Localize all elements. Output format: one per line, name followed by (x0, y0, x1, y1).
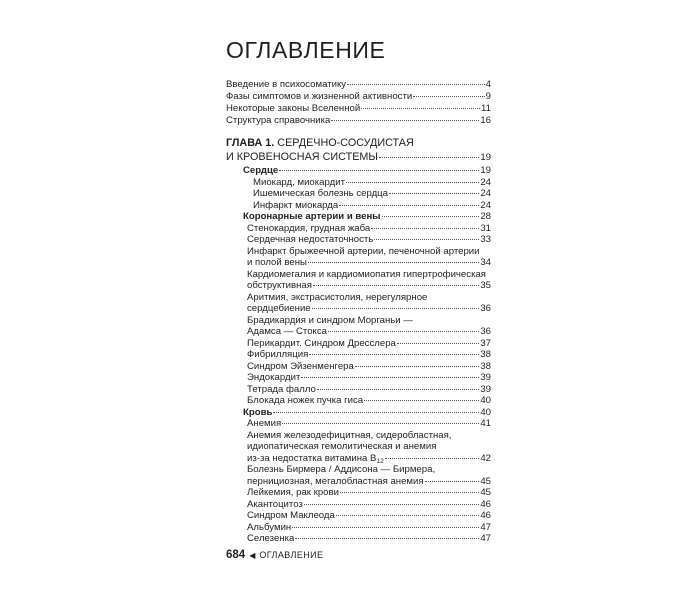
toc-entry[interactable] (226, 150, 491, 164)
toc-entry[interactable] (247, 292, 491, 304)
running-footer-title: ОГЛАВЛЕНИЕ (259, 550, 324, 560)
dot-leader (389, 193, 479, 194)
dot-leader (308, 262, 479, 263)
dot-leader (379, 157, 479, 158)
entry-label: пернициозная, мегалобластная анемия (247, 475, 424, 487)
entry-label: Анемия железодефицитная, сидеробластная, (247, 429, 452, 441)
toc-entry[interactable] (247, 315, 491, 327)
entry-page: 24 (480, 199, 491, 211)
entry-label: Аритмия, экстрасистолия, нерегулярное (247, 291, 428, 303)
entry-label (247, 453, 384, 465)
toc-entry[interactable] (247, 430, 491, 442)
toc-entry[interactable] (247, 326, 491, 338)
entry-page: 31 (480, 222, 491, 234)
entry-label: Адамса — Стокса (247, 326, 327, 337)
entry-page: 39 (480, 372, 491, 383)
subscript: 12 (376, 457, 384, 464)
dot-leader (413, 96, 484, 97)
toc-entry[interactable] (247, 499, 491, 511)
entry-page: 34 (480, 257, 491, 268)
dot-leader (282, 423, 479, 424)
chapter-title: СЕРДЕЧНО-СОСУДИСТАЯ (274, 137, 414, 149)
toc-entry[interactable] (247, 303, 491, 315)
toc-entry[interactable] (247, 372, 491, 384)
dot-leader (364, 400, 479, 401)
entry-page: 40 (480, 406, 491, 418)
toc-entry[interactable] (247, 487, 491, 499)
entry-page: 19 (480, 152, 491, 163)
toc-entry[interactable] (247, 418, 491, 430)
toc-entry[interactable] (247, 223, 491, 235)
entry-label: Брадикардия и синдром Морганьи — (247, 314, 413, 326)
chapter-title-line2: И КРОВЕНОСНАЯ СИСТЕМЫ (226, 151, 378, 163)
dot-leader (336, 515, 479, 516)
section-label: Кровь (243, 406, 273, 418)
table-of-contents (226, 0, 491, 600)
entry-page: 47 (480, 533, 491, 544)
toc-entry[interactable] (247, 510, 491, 522)
dot-leader (295, 538, 479, 539)
entry-page: 24 (480, 188, 491, 199)
chapter-heading[interactable] (226, 136, 491, 150)
entry-page: 45 (480, 487, 491, 498)
entry-label: идиопатическая гемолитическая и анемия (247, 441, 437, 452)
entry-page: 42 (480, 452, 491, 464)
entry-label: Селезенка (247, 533, 295, 544)
dot-leader (304, 504, 479, 505)
dot-leader (313, 285, 479, 286)
entry-page: 35 (480, 280, 491, 291)
entry-label: Миокард, миокардит (253, 176, 345, 188)
toc-entry[interactable] (226, 79, 491, 91)
toc-entry[interactable] (247, 453, 491, 465)
toc-section[interactable] (243, 211, 491, 223)
toc-entry[interactable] (253, 177, 491, 189)
entry-page: 40 (480, 395, 491, 406)
toc-entry[interactable] (247, 384, 491, 396)
entry-label: Инфаркт миокарда (253, 199, 339, 211)
entry-page: 41 (480, 418, 491, 429)
toc-entry[interactable] (247, 349, 491, 361)
toc-entry[interactable] (247, 257, 491, 269)
chapter-number: ГЛАВА 1. (226, 137, 275, 149)
entry-label: Стенокардия, грудная жаба (247, 222, 371, 234)
toc-entry[interactable] (253, 188, 491, 200)
dot-leader (292, 527, 479, 528)
entry-label: Блокада ножек пучка гиса (247, 395, 364, 406)
entry-page: 36 (480, 303, 491, 314)
toc-entry[interactable] (247, 246, 491, 258)
toc-entry[interactable] (226, 103, 491, 115)
entry-label: Болезнь Бирмера / Аддисона — Бирмера, (247, 464, 436, 475)
dot-leader (425, 481, 480, 482)
entry-label: Некоторые законы Вселенной (226, 103, 361, 114)
entry-page: 39 (480, 383, 491, 395)
dot-leader (279, 170, 479, 171)
toc-entry[interactable] (247, 338, 491, 350)
dot-leader (347, 84, 485, 85)
entry-label: Акантоцитоз (247, 498, 303, 510)
entry-page: 45 (480, 475, 491, 487)
entry-label: Синдром Маклеода (247, 510, 335, 521)
entry-label: Тетрада фалло (247, 383, 316, 395)
dot-leader (273, 412, 479, 413)
dot-leader (385, 458, 480, 459)
dot-leader (371, 228, 479, 229)
entry-label: Лейкемия, рак крови (247, 487, 339, 498)
toc-entry[interactable] (226, 91, 491, 103)
entry-label: Структура справочника (226, 115, 331, 126)
entry-label: Фазы симптомов и жизненной активности (226, 91, 413, 102)
entry-page: 28 (480, 211, 491, 222)
entry-label: сердцебиение (247, 303, 311, 314)
dot-leader (312, 308, 480, 309)
dot-leader (339, 205, 479, 206)
toc-entry[interactable] (247, 441, 491, 453)
entry-page: 24 (480, 176, 491, 188)
entry-page: 37 (480, 337, 491, 349)
entry-page: 38 (480, 360, 491, 372)
entry-label: Ишемическая болезнь сердца (253, 188, 388, 199)
dot-leader (355, 366, 480, 367)
entry-label: Синдром Эйзенменгера (247, 360, 354, 372)
entry-label-text: из-за недостатка витамина B (247, 452, 377, 464)
toc-entry[interactable] (247, 269, 491, 281)
dot-leader (317, 389, 479, 390)
dot-leader (328, 331, 479, 332)
toc-entry[interactable] (247, 280, 491, 292)
entry-page: 9 (485, 91, 491, 102)
toc-entry[interactable] (247, 522, 491, 534)
page-footer (226, 549, 323, 561)
entry-label: Сердечная недостаточность (247, 234, 374, 245)
left-triangle-icon: ◀ (249, 551, 256, 560)
entry-page: 19 (480, 165, 491, 176)
entry-label: Введение в психосоматику (226, 79, 347, 90)
toc-entry[interactable] (247, 234, 491, 246)
entry-label: Фибрилляция (247, 349, 309, 360)
dot-leader (331, 120, 479, 121)
dot-leader (382, 216, 480, 217)
entry-label: Кардиомегалия и кардиомиопатия гипертрофическая (247, 268, 487, 280)
toc-entry[interactable] (247, 476, 491, 488)
entry-label: Альбумин (247, 521, 292, 533)
entry-label: Эндокардит (247, 372, 301, 383)
page-title: ОГЛАВЛЕНИЕ (226, 37, 386, 63)
toc-section[interactable] (243, 407, 491, 419)
toc-section[interactable] (243, 165, 491, 177)
entry-page: 33 (480, 234, 491, 245)
entry-page: 46 (480, 510, 491, 521)
dot-leader (340, 492, 479, 493)
entry-label: обструктивная (247, 280, 312, 291)
entry-page: 4 (485, 79, 491, 90)
entry-label: и полой вены (247, 257, 307, 268)
page-number: 684 (226, 549, 246, 561)
entry-page: 11 (481, 103, 491, 114)
toc-entry[interactable] (247, 533, 491, 545)
entry-label: Инфаркт брыжеечной артерии, печеночной артерии (247, 245, 480, 257)
toc-entry[interactable] (247, 464, 491, 476)
dot-leader (374, 239, 479, 240)
toc-entry[interactable] (253, 200, 491, 212)
entry-label: Перикардит. Синдром Дресслера (247, 337, 396, 349)
dot-leader (346, 182, 479, 183)
entry-page: 38 (480, 349, 491, 360)
dot-leader (361, 108, 480, 109)
entry-page: 47 (480, 521, 491, 533)
toc-entry[interactable] (247, 395, 491, 407)
entry-page: 46 (480, 498, 491, 510)
entry-label: Анемия (247, 418, 282, 429)
dot-leader (397, 343, 479, 344)
section-label: Коронарные артерии и вены (243, 211, 381, 222)
dot-leader (301, 377, 479, 378)
dot-leader (309, 354, 479, 355)
entry-page: 36 (480, 326, 491, 337)
toc-entry[interactable] (247, 361, 491, 373)
toc-entry[interactable] (226, 115, 491, 127)
entry-page: 16 (480, 115, 491, 126)
section-label: Сердце (243, 165, 279, 176)
